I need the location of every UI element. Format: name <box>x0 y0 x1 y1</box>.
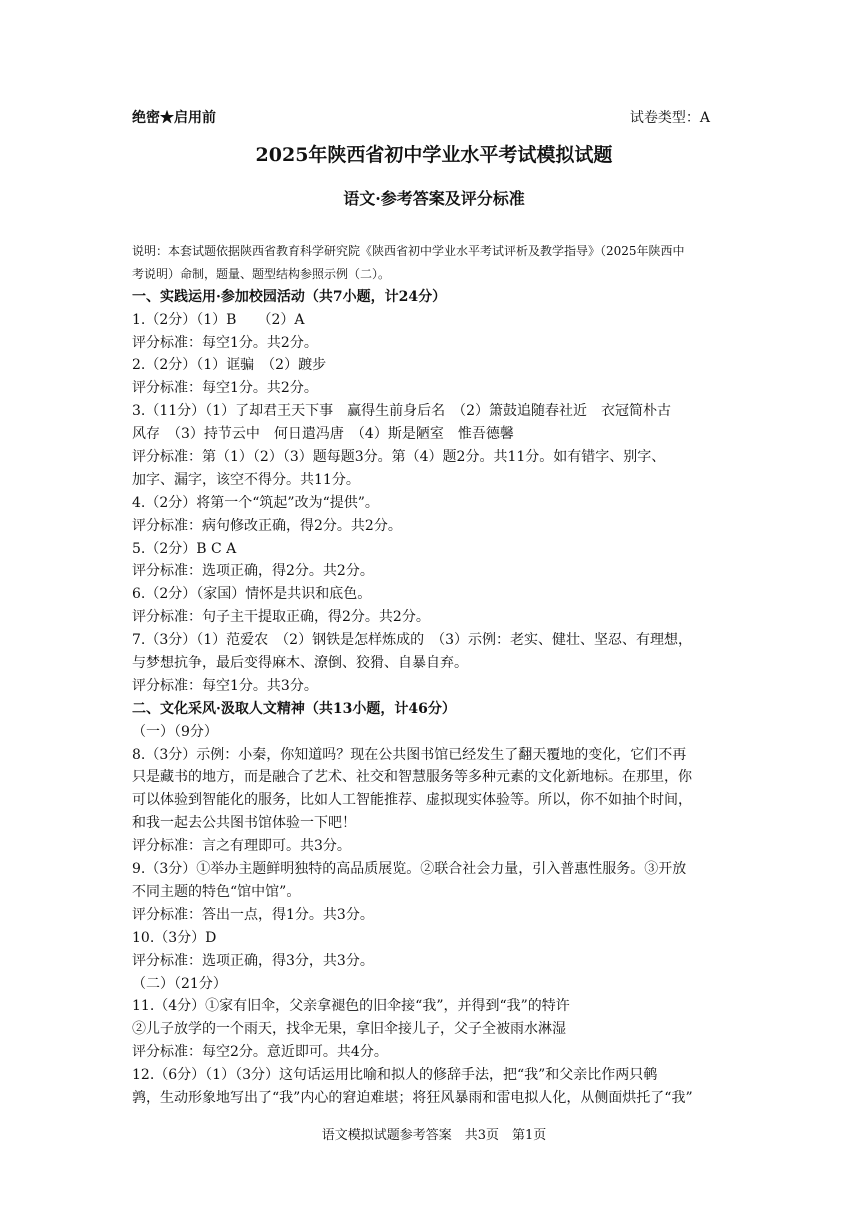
text-line: 评分标准：答出一点，得1分。共3分。 <box>132 906 374 923</box>
text-line: 可以体验到智能化的服务，比如人工智能推荐、虚拟现实体验等。所以，你不如抽个时间， <box>132 792 692 809</box>
text-line: 评分标准：每空1分。共2分。 <box>132 334 318 351</box>
text-line: 12.（6分）（1）（3分）这句话运用比喻和拟人的修辞手法，把“我”和父亲比作两只鹌 <box>132 1067 658 1084</box>
text-line: 评分标准：句子主干提取正确，得2分。共2分。 <box>132 609 430 626</box>
text-line: 评分标准：言之有理即可。共3分。 <box>132 838 351 855</box>
answer-body <box>132 240 738 1110</box>
text-line: 4.（2分）将第一个“筑起”改为“提供”。 <box>132 494 379 511</box>
text-line: 评分标准：每空2分。意近即可。共4分。 <box>132 1044 388 1061</box>
page-footer: 语文模拟试题参考答案 共3页 第1页 <box>321 1128 547 1143</box>
text-line: 8.（3分）示例：小秦，你知道吗？现在公共图书馆已经发生了翻天覆地的变化，它们不再 <box>132 746 687 763</box>
text-line: 5.（2分）B C A <box>132 540 237 557</box>
text-line: （二）（21分） <box>132 975 227 992</box>
text-line: 考说明）命制，题量、题型结构参照示例（二）。 <box>132 266 391 281</box>
text-line: 6.（2分）（家国）情怀是共识和底色。 <box>132 586 372 603</box>
text-line: 2.（2分）（1）诓骗 （2）踱步 <box>132 357 327 374</box>
text-line: 加字、漏字，该空不得分。共11分。 <box>132 471 360 488</box>
page-title: 2025年陕西省初中学业水平考试模拟试题 <box>255 144 613 166</box>
text-line: （一）（9分） <box>132 723 218 740</box>
text-line: 一、实践运用·参加校园活动（共7小题，计24分） <box>132 288 447 305</box>
text-line: 评分标准：选项正确，得3分，共3分。 <box>132 952 374 969</box>
text-line: 评分标准：选项正确，得2分。共2分。 <box>132 563 374 580</box>
text-line: 风存 （3）持节云中 何日遣冯唐 （4）斯是陋室 惟吾德馨 <box>132 426 514 443</box>
text-line: 1.（2分）（1）B （2）A <box>132 311 305 328</box>
text-line: 只是藏书的地方，而是融合了艺术、社交和智慧服务等多种元素的文化新地标。在那里，你 <box>132 769 692 786</box>
text-line: 评分标准：每空1分。共2分。 <box>132 380 318 397</box>
text-line: 与梦想抗争，最后变得麻木、潦倒、狡猾、自暴自弃。 <box>132 655 468 672</box>
text-line: 9.（3分）①举办主题鲜明独特的高品质展览。②联合社会力量，引入普惠性服务。③开放 <box>132 861 687 878</box>
secret-mark: 绝密★启用前 <box>132 110 216 126</box>
paper-type: 试卷类型：A <box>629 110 710 126</box>
text-line: 二、文化采风·汲取人文精神（共13小题，计46分） <box>132 700 456 717</box>
text-line: 评分标准：第（1）（2）（3）题每题3分。第（4）题2分。共11分。如有错字、别字、 <box>132 449 666 466</box>
text-line: ②儿子放学的一个雨天，找伞无果，拿旧伞接儿子，父子全被雨水淋湿 <box>132 1021 566 1038</box>
page-subtitle: 语文·参考答案及评分标准 <box>343 189 525 208</box>
text-line: 评分标准：每空1分。共3分。 <box>132 677 318 694</box>
text-line: 11.（4分）①家有旧伞，父亲拿褪色的旧伞接“我”，并得到“我”的特许 <box>132 998 570 1015</box>
text-line: 和我一起去公共图书馆体验一下吧！ <box>132 815 356 832</box>
text-line: 7.（3分）（1）范爱农 （2）钢铁是怎样炼成的 （3）示例：老实、健壮、坚忍、有理想， <box>132 632 692 649</box>
text-line: 鹑，生动形象地写出了“我”内心的窘迫难堪；将狂风暴雨和雷电拟人化，从侧面烘托了“我” <box>132 1089 693 1106</box>
text-line: 评分标准：病句修改正确，得2分。共2分。 <box>132 517 402 534</box>
text-line: 不同主题的特色“馆中馆”。 <box>132 883 301 900</box>
header-row <box>132 107 710 127</box>
text-line: 说明：本套试题依据陕西省教育科学研究院《陕西省初中学业水平考试评析及教学指导》（2025年陕西中 <box>132 244 685 258</box>
text-line: 10.（3分）D <box>132 929 217 946</box>
text-line: 3.（11分）（1）了却君王天下事 赢得生前身后名 （2）箫鼓追随春社近 衣冠简朴古 <box>132 403 671 420</box>
